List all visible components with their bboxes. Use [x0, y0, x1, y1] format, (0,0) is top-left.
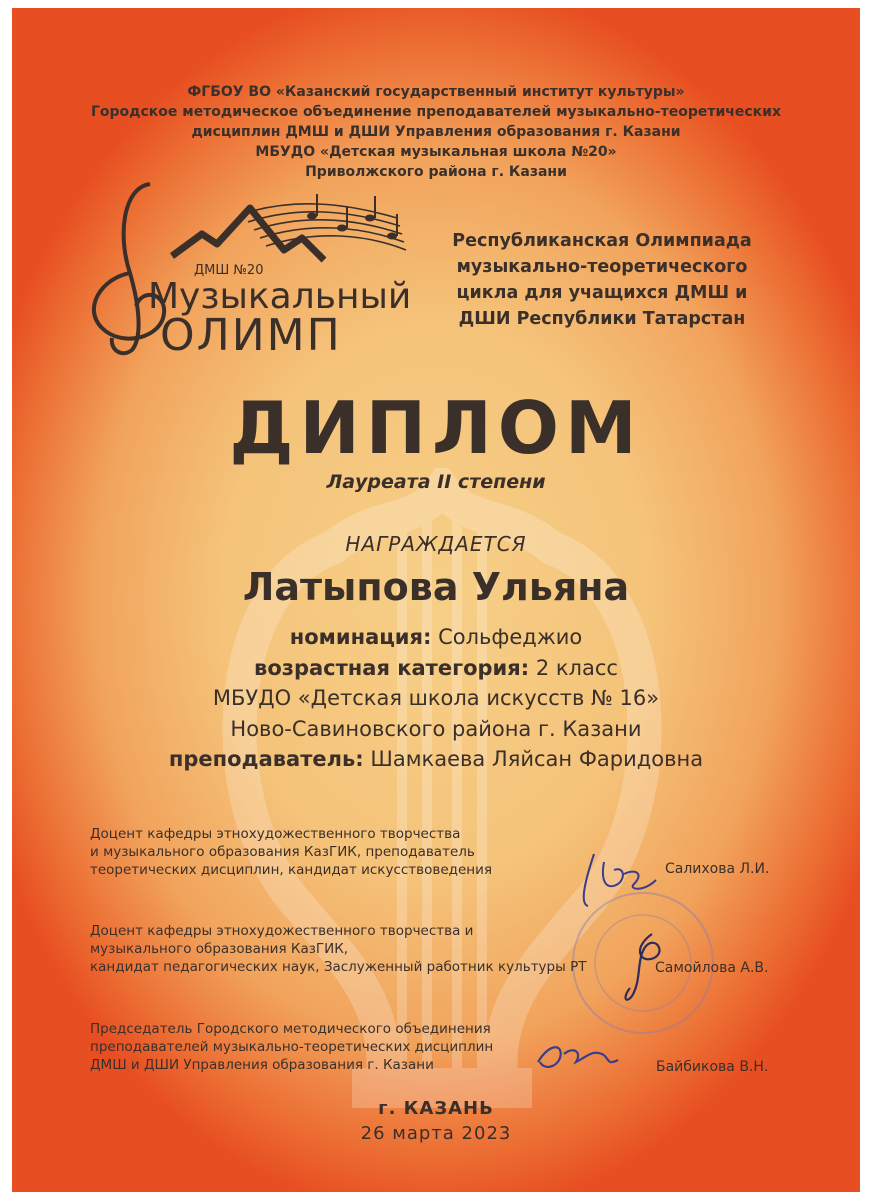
school-line1: МБУДО «Детская школа искусств № 16»	[212, 686, 660, 710]
diploma-sheet	[12, 8, 860, 1192]
signatory-3-line: ДМШ и ДШИ Управления образования г. Казани	[90, 1057, 434, 1073]
footer-city: г. КАЗАНЬ	[378, 1098, 494, 1119]
signatory-3-line: Председатель Городского методического объединения	[90, 1021, 491, 1037]
header-line: МБУДО «Детская музыкальная школа №20»	[255, 144, 617, 160]
diploma-title: ДИПЛОМ	[229, 386, 643, 470]
nomination-value: Сольфеджио	[438, 625, 583, 649]
logo-school: ДМШ №20	[194, 263, 264, 278]
signatory-2-line: Доцент кафедры этнохудожественного творчества и	[90, 923, 474, 939]
signatory-2-line: кандидат педагогических наук, Заслуженный работник культуры РТ	[90, 959, 587, 975]
awarded-label: НАГРАЖДАЕТСЯ	[345, 532, 527, 556]
signatory-1-name: Салихова Л.И.	[665, 861, 770, 877]
signatory-1-line: и музыкального образования КазГИК, преподаватель	[90, 844, 475, 860]
muzykalny-olimp-logo	[52, 178, 432, 358]
music-notes-icon	[307, 194, 397, 240]
signature-3-icon	[530, 1032, 630, 1078]
logo-line2: ОЛИМП	[160, 310, 342, 358]
recipient-name: Латыпова Ульяна	[242, 565, 630, 609]
signatory-1-line: теоретических дисциплин, кандидат искусствоведения	[90, 862, 492, 878]
organizer-header	[72, 82, 800, 182]
nomination-label: номинация:	[289, 625, 432, 649]
nomination-row	[12, 622, 860, 653]
signatory-1-line: Доцент кафедры этнохудожественного творчества	[90, 826, 461, 842]
signatory-2-line: музыкального образования КазГИК,	[90, 941, 349, 957]
award-details	[12, 622, 860, 775]
header-line: ФГБОУ ВО «Казанский государственный институт культуры»	[187, 84, 685, 100]
signatory-1	[90, 825, 492, 879]
signatory-2	[90, 922, 586, 976]
diploma-inner	[12, 8, 860, 1192]
header-line: дисциплин ДМШ и ДШИ Управления образования г. Казани	[191, 124, 681, 140]
olympiad-line: цикла для учащихся ДМШ и	[456, 283, 748, 303]
signatory-3-name: Байбикова В.Н.	[656, 1059, 769, 1075]
teacher-value: Шамкаева Ляйсан Фаридовна	[370, 747, 704, 771]
olympiad-title	[432, 228, 772, 332]
music-staff-icon	[242, 204, 406, 250]
olympiad-line: ДШИ Республики Татарстан	[458, 309, 746, 329]
header-line: Приволжского района г. Казани	[305, 164, 567, 180]
signatory-2-name: Самойлова А.В.	[655, 960, 769, 976]
header-line: Городское методическое объединение преподавателей музыкально-теоретических	[90, 104, 782, 120]
logo-line1: Музыкальный	[148, 276, 412, 317]
signatory-3	[90, 1020, 493, 1074]
age-category-row	[12, 653, 860, 684]
school-line2: Ново-Савиновского района г. Казани	[230, 716, 642, 741]
age-category-value: 2 класс	[535, 655, 618, 680]
teacher-label: преподаватель:	[168, 747, 364, 771]
signature-1-icon	[574, 844, 670, 914]
laureate-degree: Лауреата II степени	[326, 471, 546, 493]
teacher-row	[12, 744, 860, 775]
olympiad-line: Республиканская Олимпиада	[452, 231, 752, 251]
age-category-label: возрастная категория:	[254, 655, 530, 680]
treble-clef-icon	[112, 184, 150, 353]
signatory-3-line: преподавателей музыкально-теоретических дисциплин	[90, 1039, 494, 1055]
mountains-icon	[172, 208, 324, 260]
olympiad-line: музыкально-теоретического	[456, 257, 748, 277]
footer-date: 26 марта 2023	[360, 1123, 512, 1144]
